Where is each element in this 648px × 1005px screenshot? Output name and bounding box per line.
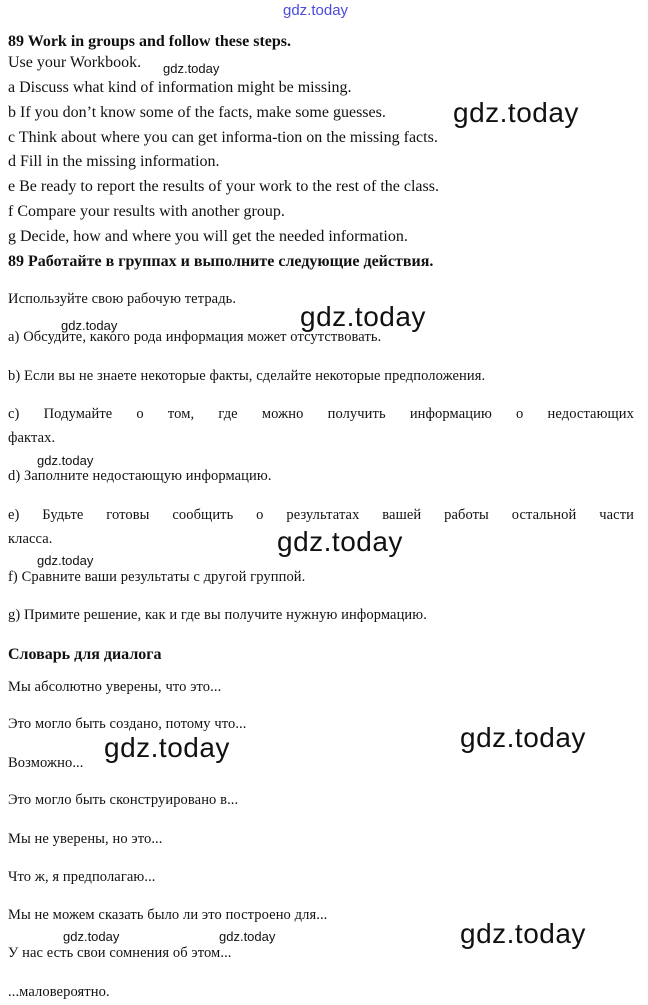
step-e-ru-line1: е) Будьте готовы сообщить о результатах вашей работы остальной части bbox=[8, 507, 634, 523]
watermark-large: gdz.today bbox=[453, 97, 579, 128]
step-g-en: g Decide, how and where you will get the needed information. bbox=[8, 228, 408, 245]
vocab-phrase: ...маловероятно. bbox=[8, 984, 110, 1000]
watermark-small: gdz.today bbox=[219, 929, 276, 944]
step-b-ru: b) Если вы не знаете некоторые факты, сделайте некоторые предположения. bbox=[8, 368, 486, 384]
step-c-en: c Think about where you can get informa-tion on the missing facts. bbox=[8, 129, 438, 146]
step-f-en: f Compare your results with another group. bbox=[8, 203, 285, 220]
step-f-ru: f) Сравните ваши результаты с другой группой. bbox=[8, 569, 306, 585]
watermark-small: gdz.today bbox=[37, 453, 94, 468]
watermark-large: gdz.today bbox=[104, 732, 230, 763]
watermark-large: gdz.today bbox=[460, 918, 586, 949]
step-a-en: a Discuss what kind of information might be missing. bbox=[8, 79, 352, 96]
step-e-ru-line2: класса. bbox=[8, 531, 53, 547]
exercise-heading-ru: 89 Работайте в группах и выполните следующие действия. bbox=[8, 253, 434, 270]
vocab-phrase: Это могло быть создано, потому что... bbox=[8, 716, 247, 732]
vocab-phrase: Мы не уверены, но это... bbox=[8, 831, 163, 847]
exercise-heading-en: 89 Work in groups and follow these steps. bbox=[8, 33, 292, 50]
step-c-ru-line1: с) Подумайте о том, где можно получить информацию о недостающих bbox=[8, 406, 634, 422]
vocab-phrase: Это могло быть сконструировано в... bbox=[8, 792, 239, 808]
step-e-en: e Be ready to report the results of your work to the rest of the class. bbox=[8, 178, 439, 195]
step-d-ru: d) Заполните недостающую информацию. bbox=[8, 468, 272, 484]
watermark-large: gdz.today bbox=[277, 526, 403, 557]
vocab-phrase: Мы не можем сказать было ли это построено для... bbox=[8, 907, 328, 923]
watermark-large: gdz.today bbox=[460, 722, 586, 753]
step-a-ru: а) Обсудите, какого рода информация может отсутствовать. bbox=[8, 329, 382, 345]
step-d-en: d Fill in the missing information. bbox=[8, 153, 220, 170]
vocab-phrase: Мы абсолютно уверены, что это... bbox=[8, 679, 222, 695]
vocabulary-heading: Словарь для диалога bbox=[8, 646, 162, 663]
step-g-ru: g) Примите решение, как и где вы получите нужную информацию. bbox=[8, 607, 427, 623]
intro-en: Use your Workbook. bbox=[8, 54, 142, 71]
vocab-phrase: У нас есть свои сомнения об этом... bbox=[8, 945, 232, 961]
step-c-ru-line2: фактах. bbox=[8, 430, 56, 446]
watermark-small: gdz.today bbox=[163, 61, 220, 76]
watermark-large: gdz.today bbox=[300, 301, 426, 332]
step-b-en: b If you don’t know some of the facts, make some guesses. bbox=[8, 104, 386, 121]
watermark-small: gdz.today bbox=[63, 929, 120, 944]
header-watermark: gdz.today bbox=[283, 2, 349, 19]
intro-ru: Используйте свою рабочую тетрадь. bbox=[8, 291, 237, 307]
watermark-small: gdz.today bbox=[37, 553, 94, 568]
vocab-phrase: Что ж, я предполагаю... bbox=[8, 869, 156, 885]
vocab-phrase: Возможно... bbox=[8, 755, 84, 771]
watermark-small: gdz.today bbox=[61, 318, 118, 333]
